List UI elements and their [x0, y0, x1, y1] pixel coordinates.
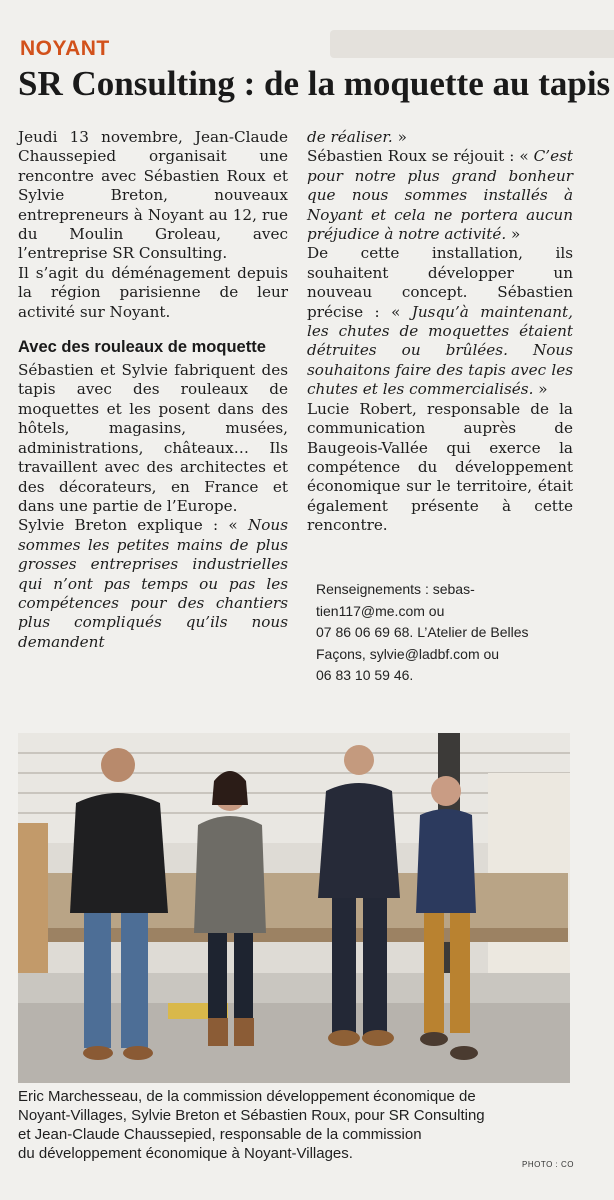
quote-end: » — [392, 128, 407, 146]
contact-line: Façons, sylvie@ladbf.com ou — [316, 645, 500, 662]
quote-text: C’est pour notre plus grand bonheur que nous sommes installés à Noyant et cela ne portera aucun préjudice à notre activité. — [307, 147, 573, 244]
article-photo — [18, 733, 570, 1083]
photo-credit: PHOTO : CO — [522, 1160, 574, 1169]
quote-end: » — [506, 225, 521, 244]
caption-line: et Jean-Claude Chaussepied, responsable de la commission — [18, 1126, 422, 1143]
contact-line: Renseignements : sebas- — [316, 581, 475, 597]
quote-intro: Sylvie Breton explique : « — [18, 516, 238, 535]
section-kicker: NOYANT — [20, 37, 110, 60]
contact-line: 07 86 06 69 68. L’Atelier de Belles — [316, 624, 529, 640]
photo-caption — [18, 1087, 578, 1163]
paragraph — [307, 244, 573, 399]
caption-line: Eric Marchesseau, de la commission développement économique de — [18, 1088, 476, 1105]
paragraph: Sébastien et Sylvie fabriquent des tapis avec des rouleaux de moquettes et les posent dans des hôtels, magasins, musées, administrations, châteaux… Ils travaillent avec des architectes et des décorateurs, en France et dans une partie de l’Europe. — [18, 361, 288, 515]
paragraph — [307, 147, 573, 244]
quote-text: Jusqu’à maintenant, les chutes de moquettes étaient détruites ou brûlées. Nous souhaitons faire des tapis avec les chutes et les commercialisés. — [307, 302, 573, 399]
caption-line: Noyant-Villages, Sylvie Breton et Sébastien Roux, pour SR Consulting — [18, 1107, 485, 1124]
adjacent-ribbon-bleed — [330, 30, 614, 58]
quote-text: de réaliser. — [307, 128, 393, 146]
caption-line: du développement économique à Noyant-Villages. — [18, 1145, 353, 1162]
contact-line: 06 83 10 59 46. — [316, 667, 414, 683]
contact-info — [316, 579, 576, 687]
article-column-left — [18, 128, 288, 652]
quote-end: » — [533, 380, 548, 399]
contact-line: tien117@me.com ou — [316, 602, 445, 619]
headline: SR Consulting : de la moquette au tapis — [18, 64, 611, 103]
paragraph: Jeudi 13 novembre, Jean-Claude Chaussepied organisait une rencontre avec Sébastien Roux et Sylvie Breton, nouveaux entrepreneurs à Noyant au 12, rue du Moulin Groleau, avec l’entreprise SR Consulting. — [18, 128, 288, 263]
quote-intro: Sébastien Roux se réjouit : « — [307, 147, 529, 166]
article-column-right — [307, 128, 573, 536]
paragraph: Lucie Robert, responsable de la communication auprès de Baugeois-Vallée qui exerce la compétence du développement économique sur le territoire, était également présente à cette rencontre. — [307, 399, 573, 535]
subheading: Avec des rouleaux de moquette — [18, 338, 266, 357]
paragraph — [18, 516, 288, 652]
paragraph: Il s’agit du déménagement depuis la région parisienne de leur activité sur Noyant. — [18, 263, 288, 321]
quote-text: Nous sommes les petites mains de plus grosses entreprises industrielles qui n’ont pas temps ou pas les compétences pour des chantiers plus compliqués qu’ils nous demandent — [18, 516, 289, 651]
quote-intro: De cette installation, ils souhaitent développer un nouveau concept. Sébastien précise : « — [307, 244, 573, 321]
photo-illustration — [18, 733, 570, 1083]
paragraph — [307, 128, 573, 147]
